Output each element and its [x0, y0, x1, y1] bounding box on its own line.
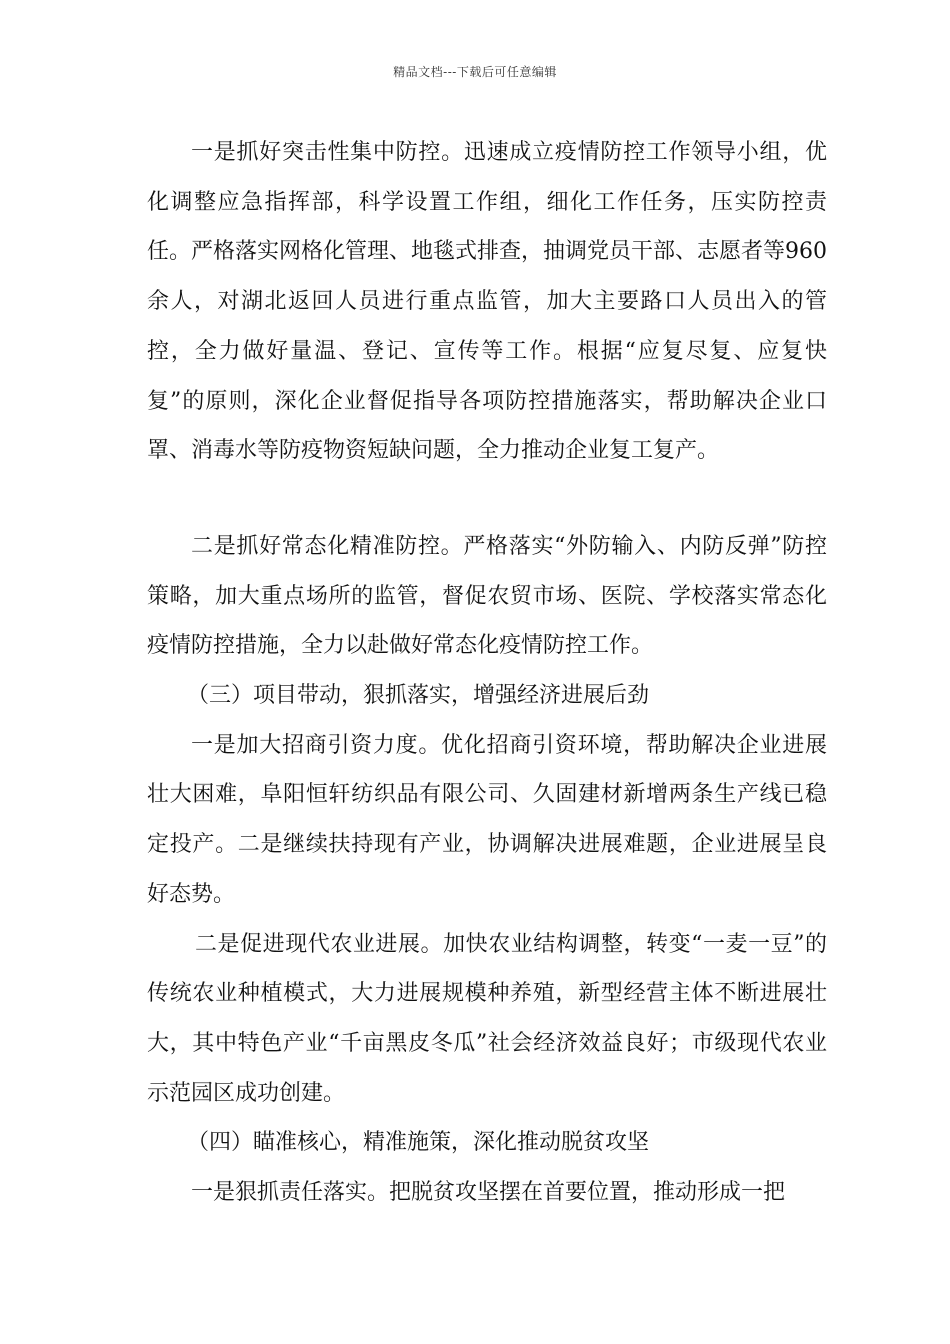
section-heading-poverty: （四）瞄准核心，精准施策，深化推动脱贫攻坚: [187, 1130, 650, 1156]
paragraph-normalized-control: 二是抓好常态化精准防控。严格落实“外防输入、内防反弹”防控策略，加大重点场所的监管，督促农贸市场、医院、学校落实常态化疫情防控措施，全力以赴做好常态化疫情防控工作。: [147, 533, 827, 659]
paragraph-responsibility: 一是狠抓责任落实。把脱贫攻坚摆在首要位置，推动形成一把: [191, 1180, 786, 1206]
section-heading-projects: （三）项目带动，狠抓落实，增强经济进展后劲: [187, 683, 650, 709]
paragraph-epidemic-focused-control: 一是抓好突击性集中防控。迅速成立疫情防控工作领导小组，优化调整应急指挥部，科学设置工作组，细化工作任务，压实防控责任。严格落实网格化管理、地毯式排查，抽调党员干部、志愿者等960余人，对湖北返回人员进行重点监管，加大主要路口人员出入的管控，全力做好量温、登记、宣传等工作。根据“应复尽复、应复快复”的原则，深化企业督促指导各项防控措施落实，帮助解决企业口罩、消毒水等防疫物资短缺问题，全力推动企业复工复产。: [147, 140, 827, 464]
paragraph-gap: [147, 476, 827, 522]
paragraph-modern-agriculture: 二是促进现代农业进展。加快农业结构调整，转变“一麦一豆”的传统农业种植模式，大力进展规模种养殖，新型经营主体不断进展壮大，其中特色产业“千亩黑皮冬瓜”社会经济效益良好；市级现代农业示范园区成功创建。: [147, 931, 827, 1106]
paragraph-investment: 一是加大招商引资力度。优化招商引资环境，帮助解决企业进展壮大困难，阜阳恒轩纺织品有限公司、久固建材新增两条生产线已稳定投产。二是继续扶持现有产业，协调解决进展难题，企业进展呈良好态势。: [147, 732, 827, 907]
document-body: [147, 128, 827, 1218]
page-header: 精品文档---下载后可任意编辑: [393, 65, 557, 79]
